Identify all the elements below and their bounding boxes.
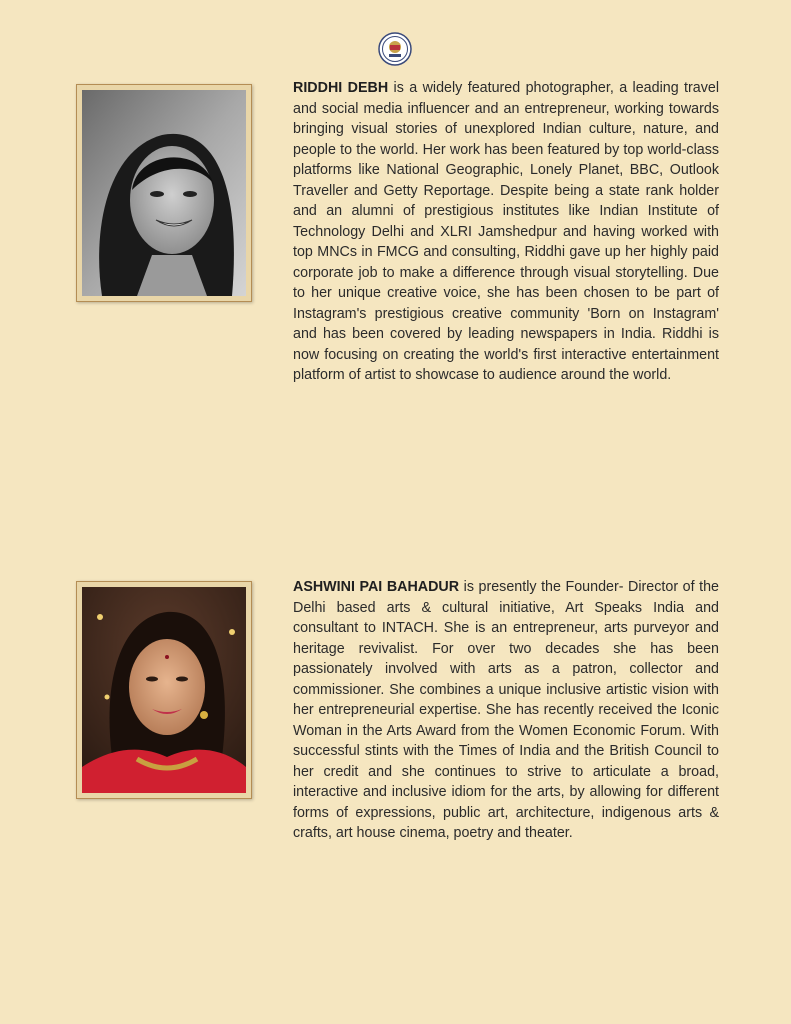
portrait-bw-image [82,90,246,296]
portrait-color-image [82,587,246,793]
bio-name: RIDDHI DEBH [293,80,389,96]
portrait-photo-riddhi-debh [76,84,252,302]
portrait-photo-ashwini-pai-bahadur [76,581,252,799]
bio-name: ASHWINI PAI BAHADUR [293,579,460,595]
bio-paragraph [293,78,719,386]
emblem-logo-icon [378,32,412,66]
bio-body: is a widely featured photographer, a leading travel and social media influencer and an entrepreneur, working towards bringing visual stories of unexplored Indian culture, nature, and people to the world. Her work has been featured by top world-class platforms like National Geographic, Lonely Planet, BBC, Outlook Traveller and Getty Reportage. Despite being a state rank holder and an alumni of prestigious institutes like Indian Institute of Technology Delhi and XLRI Jamshedpur and having worked with top MNCs in FMCG and consulting, Riddhi gave up her highly paid corporate job to make a difference through visual storytelling. Due to her unique creative voice, she has been chosen to be part of Instagram's prestigious creative community 'Born on Instagram' and has been covered by leading newspapers in India. Riddhi is now focusing on creating the world's first interactive entertainment platform of artist to showcase to audience around the world. [293,80,719,383]
bio-body: is presently the Founder- Director of the Delhi based arts & cultural initiative, Art Speaks India and consultant to INTACH. She is an entrepreneur, arts purveyor and heritage revivalist. For over two decades she has been passionately involved with arts as a patron, collector and commissioner. She combines a unique inclusive artistic vision with her entrepreneurial expertise. She has recently received the Iconic Woman in the Arts Award from the Women Economic Forum. With successful stints with the Times of India and the British Council to her credit and she continues to strive to articulate a broad, interactive and inclusive idiom for the arts, by allowing for different forms of expressions, public art, architecture, indigenous arts & crafts, art house cinema, poetry and theater. [293,579,719,841]
bio-paragraph [293,577,719,844]
